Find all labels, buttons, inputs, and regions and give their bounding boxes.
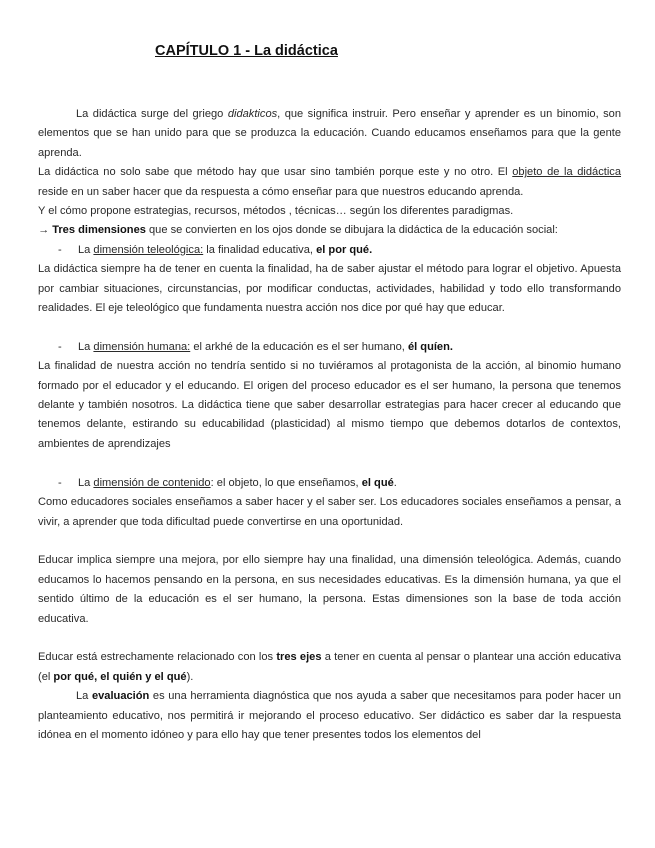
underlined-term: dimensión humana: [93, 340, 191, 353]
bold-term: el qué [361, 476, 394, 489]
text: es una herramienta diagnóstica que nos ayuda a saber que necesitamos para poder hacer un planteamiento educativo, nos permitirá ir mejorando el proceso educativo. Ser didáctico es saber dar la respuesta idónea en el momento idóneo y para ello hay que tener presentes todos los elementos del [38, 690, 621, 741]
bullet-teleological [38, 241, 621, 260]
chapter-title: CAPÍTULO 1 - La didáctica [155, 43, 338, 59]
text: Educar está estrechamente relacionado con los [38, 651, 277, 664]
text: que se convierten en los ojos donde se dibujara la didáctica de la educación social: [145, 224, 558, 237]
bullet-dash: - [58, 340, 62, 353]
paragraph-teleological: La didáctica siempre ha de tener en cuenta la finalidad, ha de saber ajustar el método para lograr el objetivo. Apuesta por cambiar situaciones, circunstancias, por modificar conductas, actividades, habilidad y todo ello transformando realidades. El eje teleológico que fundamenta nuestra acción nos dice por qué hay que educar. [38, 263, 621, 315]
document-body [38, 105, 621, 745]
paragraph-three-axes [38, 648, 621, 687]
bullet-content [38, 474, 621, 493]
bullet-dash: - [58, 243, 62, 256]
text: el arkhé de la educación es el ser humano, [190, 340, 408, 353]
underlined-term: objeto de la didáctica [512, 166, 622, 179]
paragraph-origin [38, 105, 621, 163]
text: La [78, 476, 94, 489]
bold-term: por qué, el quién y el qué [53, 670, 187, 683]
text: La [76, 690, 92, 703]
bullet-dash: - [58, 476, 62, 489]
text: , que significa instruir. Pero enseñar y aprender es un binomio, son elementos que se han unido para que se produzca la educación. Cuando educamos enseñamos para que la gente aprenda. [38, 108, 622, 159]
paragraph-method [38, 163, 621, 202]
spacer [38, 629, 621, 648]
text: La [78, 243, 94, 256]
text: : el objeto, lo que enseñamos, [210, 476, 362, 489]
text: ). [186, 670, 194, 683]
spacer [38, 318, 621, 337]
bold-term: tres ejes [276, 651, 322, 664]
paragraph-how: Y el cómo propone estrategias, recursos, métodos , técnicas… según los diferentes paradigmas. [38, 205, 514, 218]
bold-term: Tres dimensiones [52, 224, 146, 237]
bold-term: evaluación [91, 690, 150, 703]
text: reside en un saber hacer que da respuesta a cómo enseñar para que nuestros educando aprenda. [38, 185, 524, 198]
spacer [38, 454, 621, 473]
arrow-glyph: → [38, 224, 53, 237]
spacer [38, 532, 621, 551]
paragraph-three-dimensions [38, 221, 621, 240]
paragraph-human: La finalidad de nuestra acción no tendría sentido si no tuviéramos al protagonista de la acción, al binomio humano formado por el educador y el educando. El origen del proceso educador es el ser humano, la persona que tenemos delante y también nosotros. La didáctica tiene que saber desarrollar estrategias para hacer crecer al educando que tenemos delante, estirando su educabilidad (plasticidad) al mismo tiempo que debemos dotarlos de contextos, ambientes de aprendizajes [38, 360, 621, 450]
paragraph-evaluation [38, 687, 621, 745]
bold-term: él quíen. [407, 340, 453, 353]
underlined-term: dimensión teleológica: [93, 243, 204, 256]
text: La didáctica no solo sabe que método hay que usar sino también porque este y no otro. El [38, 166, 513, 179]
paragraph-improvement: Educar implica siempre una mejora, por ello siempre hay una finalidad, una dimensión teleológica. Además, cuando educamos lo hacemos pensando en la persona, en sus necesidades educativas. Es la dimensión humana, ya que el sentido último de la educación es el ser humano, la persona. Estas dimensiones son la base de toda acción educativa. [38, 554, 621, 625]
text: . [393, 476, 397, 489]
text: a tener en cuenta al pensar o plantear una acción educativa (el [38, 651, 622, 683]
bullet-human [38, 338, 621, 357]
text: La didáctica surge del griego [76, 108, 228, 120]
italic-term: didakticos [227, 108, 278, 120]
text: La [78, 340, 94, 353]
underlined-term: dimensión de contenido [93, 476, 211, 489]
bold-term: el por qué. [316, 243, 373, 256]
text: la finalidad educativa, [203, 243, 317, 256]
paragraph-content: Como educadores sociales enseñamos a saber hacer y el saber ser. Los educadores sociales enseñamos a pensar, a vivir, a aprender que toda dificultad puede convertirse en una oportunidad. [38, 496, 621, 528]
